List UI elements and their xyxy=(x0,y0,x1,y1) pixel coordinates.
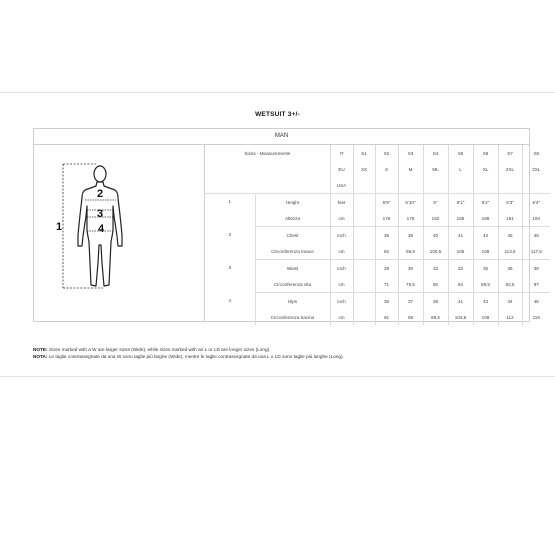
measurement-value: 116 xyxy=(532,314,540,320)
measurement-value: 188 xyxy=(473,210,498,227)
measurement-value: 37 xyxy=(398,293,423,310)
size-code: S5 xyxy=(448,145,473,161)
size-code: S xyxy=(375,161,398,177)
label-chest: 2 xyxy=(97,188,104,200)
measurement-row xyxy=(205,293,550,310)
measurement-row xyxy=(205,276,550,293)
measurement-value: 5'10" xyxy=(398,194,423,211)
size-code: L xyxy=(448,161,473,177)
measurement-value xyxy=(353,309,375,325)
notes xyxy=(33,346,533,360)
header-label xyxy=(205,177,330,194)
measurement-name: Hips xyxy=(255,293,330,310)
size-code: S6 xyxy=(473,145,498,161)
measurement-value: 103,5 xyxy=(448,309,473,325)
note-english-text: Sizes marked with a W are larger sizes (Wide), while sizes marked with an L or LD are longer sizes (Long). xyxy=(48,347,271,352)
size-code xyxy=(448,177,473,194)
measurement-value: 75,5 xyxy=(398,276,423,293)
size-code: 3XL xyxy=(532,166,541,172)
size-code: XL xyxy=(473,161,498,177)
body-silhouette-illustration xyxy=(33,145,205,322)
header-label xyxy=(205,161,330,177)
note-italian-label: NOTA: xyxy=(33,354,48,359)
size-code xyxy=(522,177,550,194)
header-row xyxy=(205,145,550,161)
measurement-value: 46 xyxy=(533,298,539,304)
measurement-unit: inch xyxy=(330,227,353,244)
size-code xyxy=(398,177,423,194)
measurement-value: 28 xyxy=(375,260,398,277)
measurement-value: 97 xyxy=(522,276,550,293)
measurement-name: Altezza xyxy=(255,210,330,227)
size-code xyxy=(473,177,498,194)
measurement-value: 41 xyxy=(448,293,473,310)
measurement-value: 109 xyxy=(473,243,498,260)
measurement-value: 113,5 xyxy=(498,243,522,260)
size-system: EU xyxy=(330,161,353,177)
measurement-unit: cm xyxy=(330,243,353,260)
measurement-value: 92,5 xyxy=(498,276,522,293)
measurement-value: 35 xyxy=(473,260,498,277)
measurement-value: 36 xyxy=(375,227,398,244)
size-code: XS xyxy=(353,161,375,177)
size-code: S4 xyxy=(423,145,448,161)
measurement-number: 3 xyxy=(205,260,255,293)
measurement-value: 6'3" xyxy=(498,194,522,211)
size-code: M xyxy=(398,161,423,177)
size-code: S1 xyxy=(353,145,375,161)
note-english-label: NOTE: xyxy=(33,347,48,352)
size-code: 2XL xyxy=(498,161,522,177)
measurement-value: 91 xyxy=(375,309,398,325)
measurement-value: 108 xyxy=(473,309,498,325)
measurement-value: 6'2" xyxy=(473,194,498,211)
measurement-unit: feet xyxy=(330,194,353,211)
label-height: 1 xyxy=(56,221,63,233)
measurement-value: 30 xyxy=(398,260,423,277)
measurement-value: 185 xyxy=(448,210,473,227)
measurement-row xyxy=(205,260,550,277)
measurement-value xyxy=(353,227,375,244)
measurement-value: 176 xyxy=(375,210,398,227)
measurement-value: 191 xyxy=(498,210,522,227)
measurement-value: 43 xyxy=(473,227,498,244)
size-code: S2 xyxy=(375,145,398,161)
measurement-value: 100,5 xyxy=(423,243,448,260)
measurement-value xyxy=(353,293,375,310)
measurement-value: 36 xyxy=(375,293,398,310)
size-system: USA xyxy=(330,177,353,194)
measurement-row xyxy=(205,194,550,211)
measurement-value: 45 xyxy=(498,227,522,244)
top-divider xyxy=(0,92,555,93)
measurement-unit: cm xyxy=(330,309,353,325)
measurement-number: 4 xyxy=(205,293,255,326)
measurement-row xyxy=(205,227,550,244)
measurement-value: 41 xyxy=(448,227,473,244)
measurement-value xyxy=(353,210,375,227)
measurement-value xyxy=(353,276,375,293)
measurement-name: Waist xyxy=(255,260,330,277)
measurement-value: 71 xyxy=(375,276,398,293)
measurement-value: 95 xyxy=(398,309,423,325)
measurement-name: Circonferenza bacino xyxy=(255,309,330,325)
header-row xyxy=(205,177,550,194)
measurement-number: 2 xyxy=(205,227,255,260)
measurement-value: 38 xyxy=(533,265,539,271)
label-hips: 4 xyxy=(98,223,105,235)
size-system: IT xyxy=(330,145,353,161)
measurement-value: 117,5 xyxy=(522,243,550,260)
measurement-row xyxy=(205,210,550,227)
measurement-name: Circonferenza torace xyxy=(255,243,330,260)
label-waist: 3 xyxy=(97,208,104,220)
page-title: WETSUIT 3+/- xyxy=(255,111,300,118)
measurement-value: 112 xyxy=(498,309,522,325)
measurement-name: Chest xyxy=(255,227,330,244)
measurement-value: 6'4" xyxy=(532,199,541,205)
note-italian-text: Le taglie contrassegnate da una W sono taglie più larghe (Wide), mentre le taglie contrassegnate da una L o LD sono taglie più lunghe (Long). xyxy=(48,354,344,359)
measurement-value: 32 xyxy=(423,260,448,277)
size-table xyxy=(205,145,550,325)
size-code xyxy=(423,177,448,194)
header-row xyxy=(205,161,550,177)
section-header: MAN xyxy=(33,128,530,145)
measurement-unit: cm xyxy=(330,276,353,293)
measurement-value: 40 xyxy=(423,227,448,244)
measurement-value: 36 xyxy=(498,260,522,277)
measurement-value: 182 xyxy=(423,210,448,227)
measurement-value: 179 xyxy=(398,210,423,227)
note-italian xyxy=(33,353,533,360)
size-code: S8 xyxy=(533,150,540,156)
measurement-value: 88,5 xyxy=(473,276,498,293)
size-code: S7 xyxy=(498,145,522,161)
measurement-unit: inch xyxy=(330,293,353,310)
measurement-name: Circonferenza vita xyxy=(255,276,330,293)
measurement-value: 33 xyxy=(448,260,473,277)
measurement-name: Height xyxy=(255,194,330,211)
measurement-value xyxy=(353,243,375,260)
measurement-unit: cm xyxy=(330,210,353,227)
measurement-value xyxy=(353,194,375,211)
header-label: Sizes - Measurements xyxy=(205,145,330,161)
measurement-value: 92 xyxy=(375,243,398,260)
size-code: S3 xyxy=(398,145,423,161)
size-code xyxy=(353,177,375,194)
measurement-value: 38 xyxy=(398,227,423,244)
size-code: ML xyxy=(423,161,448,177)
measurement-value: 6'1" xyxy=(448,194,473,211)
measurement-value: 43 xyxy=(473,293,498,310)
measurement-value: 5'9" xyxy=(375,194,398,211)
size-code xyxy=(498,177,522,194)
measurement-value: 39 xyxy=(423,293,448,310)
bottom-divider xyxy=(0,376,555,377)
measurement-value: 194 xyxy=(522,210,550,227)
body-figure-panel xyxy=(33,145,205,322)
measurement-value: 96,5 xyxy=(398,243,423,260)
measurement-value: 105 xyxy=(448,243,473,260)
measurement-value: 46 xyxy=(533,232,539,238)
measurement-value: 44 xyxy=(498,293,522,310)
note-english xyxy=(33,346,533,353)
measurement-row xyxy=(205,243,550,260)
size-code xyxy=(375,177,398,194)
measurement-value: 99,5 xyxy=(423,309,448,325)
measurement-row xyxy=(205,309,550,325)
measurement-unit: inch xyxy=(330,260,353,277)
measurement-number: 1 xyxy=(205,194,255,227)
measurement-value: 84 xyxy=(448,276,473,293)
measurement-value: 6" xyxy=(423,194,448,211)
measurement-value: 80 xyxy=(423,276,448,293)
measurement-value xyxy=(353,260,375,277)
